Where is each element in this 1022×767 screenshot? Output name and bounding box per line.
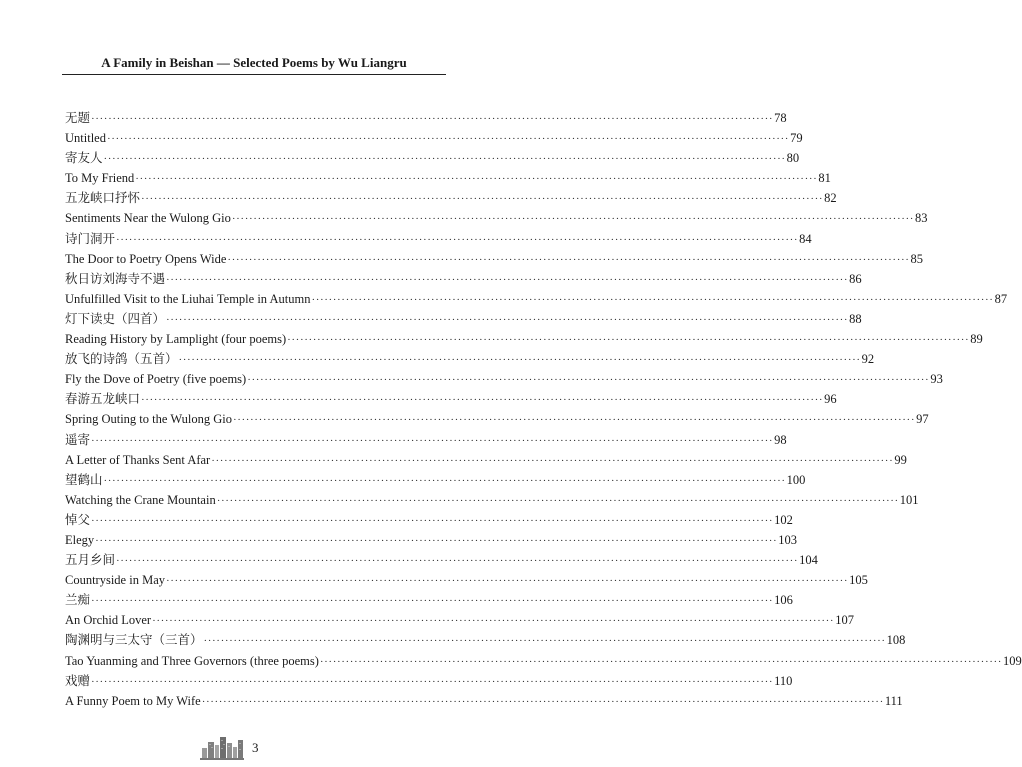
toc-leader-dots: ································································································································································ [311,293,994,306]
toc-entry-title: Fly the Dove of Poetry (five poems) [65,372,247,387]
toc-leader-dots: ································································································································································ [103,474,786,487]
toc-entry-page: 78 [774,111,787,125]
toc-entry-page: 98 [774,432,787,447]
toc-leader-dots: ································································································································································ [227,253,910,266]
city-skyline-icon [200,734,244,760]
toc-leader-dots: ································································································································································ [91,595,774,608]
toc-entry [65,651,1022,671]
toc-leader-dots: ································································································································································ [166,273,849,286]
toc-entry-page: 106 [774,593,793,608]
toc-entry-page: 82 [824,191,837,206]
toc-entry-page: 86 [849,271,862,286]
toc-entry [65,490,919,510]
toc-entry [65,309,862,329]
toc-leader-dots: ································································································································································ [141,394,824,407]
toc-entry-title: 兰痴 [65,593,91,608]
toc-entry [65,570,868,590]
toc-entry [65,108,787,128]
toc-entry-page: 87 [994,291,1008,306]
toc-entry [65,188,837,208]
toc-entry [65,329,983,349]
toc-entry-title: A Letter of Thanks Sent Afar [65,452,211,467]
toc-entry-page: 102 [774,512,793,527]
page-number: 3 [252,740,259,755]
toc-entry-page: 89 [970,332,983,347]
toc-entry-title: 春游五龙峡口 [65,392,141,407]
toc-entry-title: 悼父 [65,512,91,527]
toc-leader-dots: ································································································································································ [211,454,894,467]
toc-leader-dots: ································································································································································ [91,675,774,688]
toc-entry-title: 遥寄 [65,432,91,447]
toc-leader-dots: ································································································································································ [91,514,774,527]
toc-entry-page: 79 [790,131,803,146]
toc-leader-dots: ································································································································································ [116,233,799,246]
toc-entry-page: 107 [835,613,854,628]
toc-entry-title: Elegy [65,532,95,547]
toc-leader-dots: ································································································································································ [91,434,774,447]
toc-entry [65,269,862,289]
toc-entry-title: An Orchid Lover [65,613,152,628]
toc-entry [65,510,793,530]
toc-entry-page: 103 [778,532,798,547]
toc-entry-page: 85 [910,251,923,266]
toc-entry-title: 陶渊明与三太守（三首） [65,633,203,648]
table-of-contents [65,108,1022,711]
toc-entry-page: 92 [861,352,875,367]
toc-leader-dots: ································································································································································ [203,635,886,648]
toc-entry-page: 96 [824,392,837,407]
toc-entry [65,691,903,711]
toc-entry-title: Untitled [65,131,106,146]
toc-leader-dots: ································································································································································ [141,193,824,206]
toc-leader-dots: ································································································································································ [201,695,884,708]
toc-entry-title: 灯下读史（四首） [65,311,166,326]
toc-entry [65,229,812,249]
toc-leader-dots: ································································································································································ [166,313,849,326]
header-rule [62,74,446,75]
toc-entry-page: 80 [786,151,800,166]
toc-leader-dots: ································································································································································ [106,133,790,146]
toc-entry-title: 无题 [65,111,91,125]
toc-leader-dots: ································································································································································ [178,354,861,367]
toc-entry-page: 109 [1003,653,1022,668]
toc-entry-title: The Door to Poetry Opens Wide [65,251,227,266]
toc-entry-title: 望鹤山 [65,472,103,487]
toc-entry-title: Spring Outing to the Wulong Gio [65,412,232,427]
toc-leader-dots: ································································································································································ [216,494,899,507]
toc-entry-title: 五龙峡口抒怀 [65,191,141,206]
toc-entry-page: 88 [849,311,862,326]
toc-entry-title: 诗门洞开 [65,231,116,246]
toc-leader-dots: ································································································································································ [116,555,799,568]
toc-entry-title: 五月乡间 [65,553,116,568]
toc-entry [65,148,800,168]
toc-leader-dots: ································································································································································ [152,615,835,628]
toc-entry-page: 100 [786,472,806,487]
toc-entry [65,409,929,429]
toc-entry [65,630,906,650]
toc-entry [65,289,1008,309]
toc-entry-page: 104 [799,553,818,568]
toc-entry [65,369,943,389]
toc-entry-page: 110 [774,673,793,688]
toc-entry-page: 93 [930,372,943,387]
running-header: A Family in Beishan — Selected Poems by Wu Liangru [101,55,407,70]
toc-entry-page: 99 [894,452,907,467]
toc-entry [65,470,806,490]
toc-entry-title: Reading History by Lamplight (four poems) [65,332,287,347]
toc-entry-title: Watching the Crane Mountain [65,492,216,507]
toc-leader-dots: ································································································································································ [166,575,849,588]
toc-leader-dots: ································································································································································ [95,534,778,547]
toc-entry [65,671,793,691]
toc-entry [65,389,837,409]
toc-entry [65,610,854,630]
toc-entry-page: 105 [849,573,868,588]
toc-entry [65,590,793,610]
toc-leader-dots: ································································································································································ [135,173,818,186]
toc-entry [65,430,787,450]
toc-entry [65,208,928,228]
toc-entry [65,349,875,369]
toc-leader-dots: ································································································································································ [232,414,916,427]
toc-entry-page: 101 [899,492,919,507]
toc-entry-title: Unfulfilled Visit to the Liuhai Temple in Autumn [65,291,311,306]
toc-leader-dots: ································································································································································ [231,213,914,226]
toc-entry-title: Tao Yuanming and Three Governors (three poems) [65,653,319,668]
toc-entry-title: Countryside in May [65,573,165,588]
toc-entry-page: 108 [886,633,906,648]
toc-leader-dots: ································································································································································ [287,334,970,347]
toc-entry-title: 寄友人 [65,151,103,166]
toc-entry-page: 84 [799,231,812,246]
toc-entry-page: 97 [916,412,929,427]
toc-leader-dots: ································································································································································ [103,153,786,166]
toc-entry-page: 81 [818,171,831,186]
toc-entry-title: 放飞的诗鸽（五首） [65,352,178,367]
toc-entry-title: 戏赠 [65,673,91,688]
toc-entry-title: 秋日访刘海寺不遇 [65,271,166,286]
toc-entry [65,450,907,470]
toc-entry [65,550,818,570]
toc-entry [65,128,803,148]
toc-leader-dots: ································································································································································ [247,374,930,387]
toc-entry-page: 111 [884,693,903,708]
toc-entry [65,249,923,269]
toc-entry-title: Sentiments Near the Wulong Gio [65,211,231,226]
toc-entry-title: A Funny Poem to My Wife [65,693,201,708]
toc-entry [65,530,798,550]
toc-leader-dots: ································································································································································ [91,113,774,125]
toc-entry-page: 83 [915,211,928,226]
toc-entry [65,168,831,188]
toc-entry-title: To My Friend [65,171,135,186]
toc-leader-dots: ································································································································································ [319,655,1002,668]
